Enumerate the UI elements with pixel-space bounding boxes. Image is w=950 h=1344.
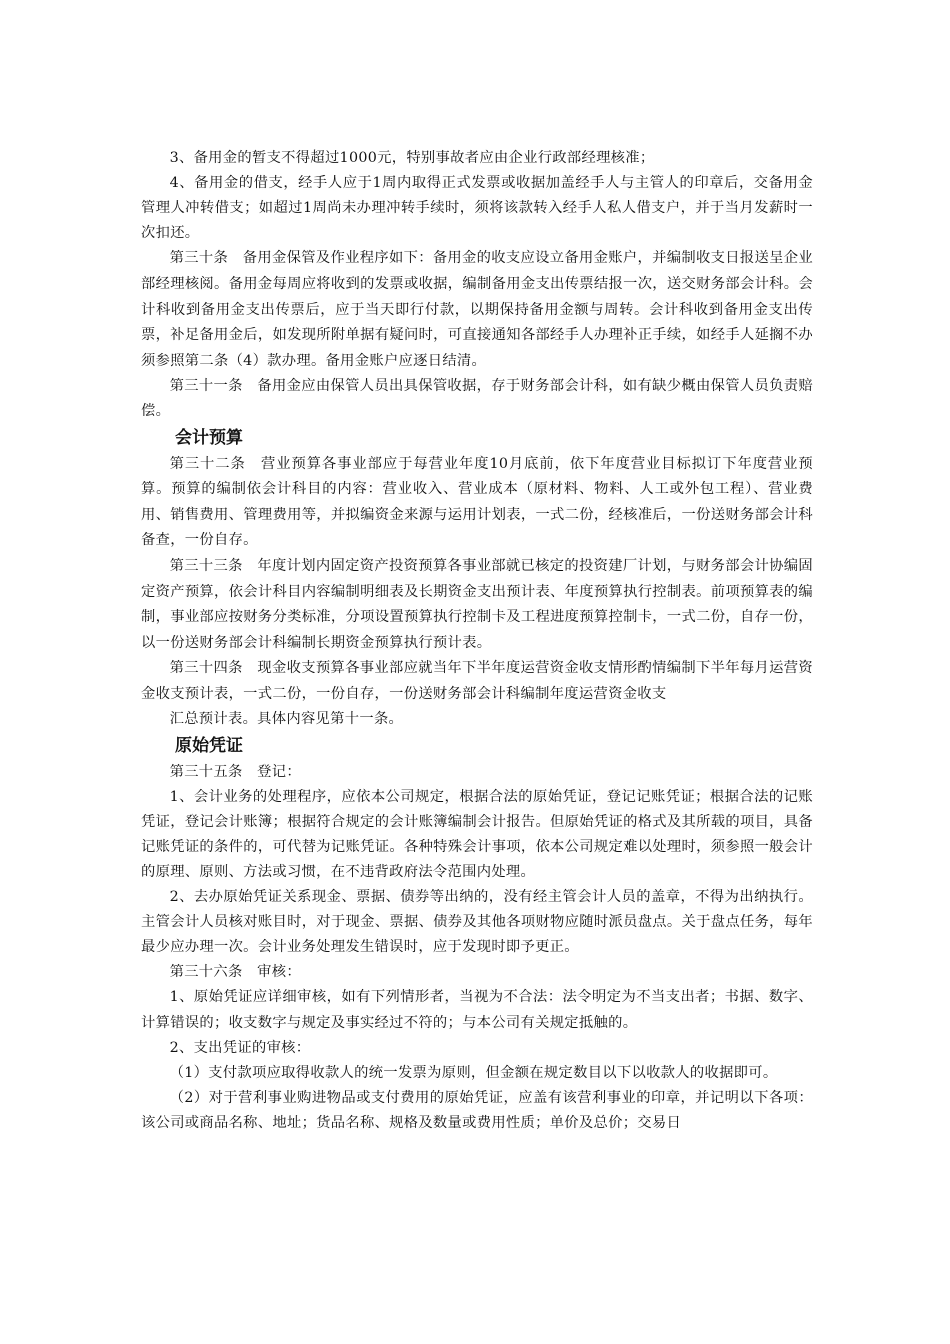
paragraph-petty-cash-limit: 3、备用金的暂支不得超过1000元，特别事故者应由企业行政部经理核准； <box>169 150 655 166</box>
paragraph-article-32: 第三十二条 营业预算各事业部应于每营业年度10月底前，依下年度营业目标拟订下年度营业预算。预算的编制依会计科目的内容：营业收入、营业成本（原材料、物料、人工或外包工程）、营业费用、销售费用、管理费用等，并拟编资金来源与运用计划表，一式二份，经核准后，一份送财务部会计科备查，一份自存。 <box>141 455 813 549</box>
paragraph-petty-cash-borrowing: 4、备用金的借支，经手人应于1周内取得正式发票或收据加盖经手人与主管人的印章后，交备用金管理人冲转借支；如超过1周尚未办理冲转手续时，须将该款转入经手人私人借支户，并于当月发薪时一次扣还。 <box>141 175 813 242</box>
paragraph-article-35-item-1: 1、会计业务的处理程序，应依本公司规定，根据合法的原始凭证，登记记账凭证；根据合法的记账凭证，登记会计账簿；根据符合规定的会计账簿编制会计报告。但原始凭证的格式及其所载的项目，具备记账凭证的条件的，可代替为记账凭证。各种特殊会计事项，依本公司规定难以处理时，须参照一般会计的原理、原则、方法或习惯，在不违背政府法令范围内处理。 <box>141 788 813 880</box>
paragraph-article-34-continued: 汇总预计表。具体内容见第十一条。 <box>169 711 404 728</box>
paragraph-article-36-item-2: 2、支出凭证的审核： <box>169 1039 311 1056</box>
document-body <box>141 146 813 1136</box>
paragraph-article-33: 第三十三条 年度计划内固定资产投资预算各事业部就已核定的投资建厂计划，与财务部会计协编固定资产预算，依会计科目内容编制明细表及长期资金支出预计表、年度预算执行控制表。前项预算表的编制，事业部应按财务分类标准，分项设置预算执行控制卡及工程进度预算控制卡，一式二份，自存一份，以一份送财务部会计科编制长期资金预算执行预计表。 <box>141 557 813 651</box>
paragraph-article-36-sub-2: （2）对于营利事业购进物品或支付费用的原始凭证，应盖有该营利事业的印章，并记明以下各项：该公司或商品名称、地址；货品名称、规格及数量或费用性质；单价及总价；交易日 <box>141 1089 813 1131</box>
paragraph-article-34: 第三十四条 现金收支预算各事业部应就当年下半年度运营资金收支情形酌情编制下半年每月运营资金收支预计表，一式二份，一份自存，一份送财务部会计科编制年度运营资金收支 <box>141 660 813 702</box>
paragraph-article-36-item-1: 1、原始凭证应详细审核，如有下列情形者，当视为不合法：法令明定为不当支出者；书据、数字、计算错误的；收支数字与规定及事实经过不符的；与本公司有关规定抵触的。 <box>141 989 813 1031</box>
paragraph-article-36-sub-1: （1）支付款项应取得收款人的统一发票为原则，但金额在规定数目以下以收款人的收据即可。 <box>169 1064 778 1081</box>
paragraph-article-36: 第三十六条 审核： <box>169 964 301 981</box>
paragraph-article-30: 第三十条 备用金保管及作业程序如下：备用金的收支应设立备用金账户，并编制收支日报送呈企业部经理核阅。备用金每周应将收到的发票或收据，编制备用金支出传票结报一次，送交财务部会计科。会计科收到备用金支出传票后，应于当天即行付款，以期保持备用金额与周转。会计科收到备用金支出传票，补足备用金后，如发现所附单据有疑问时，可直接通知各部经手人办理补正手续，如经手人延搁不办须参照第二条（4）款办理。备用金账户应逐日结清。 <box>141 250 813 369</box>
paragraph-article-31: 第三十一条 备用金应由保管人员出具保管收据，存于财务部会计科，如有缺少概由保管人员负责赔偿。 <box>141 378 813 420</box>
section-heading-budget: 会计预算 <box>175 427 243 448</box>
section-heading-vouchers: 原始凭证 <box>175 735 243 756</box>
paragraph-article-35: 第三十五条 登记： <box>169 763 301 780</box>
paragraph-article-35-item-2: 2、去办原始凭证关系现金、票据、债券等出纳的，没有经主管会计人员的盖章，不得为出纳执行。主管会计人员核对账目时，对于现金、票据、债券及其他各项财物应随时派员盘点。关于盘点任务，每年最少应办理一次。会计业务处理发生错误时，应于发现时即予更正。 <box>141 889 813 956</box>
